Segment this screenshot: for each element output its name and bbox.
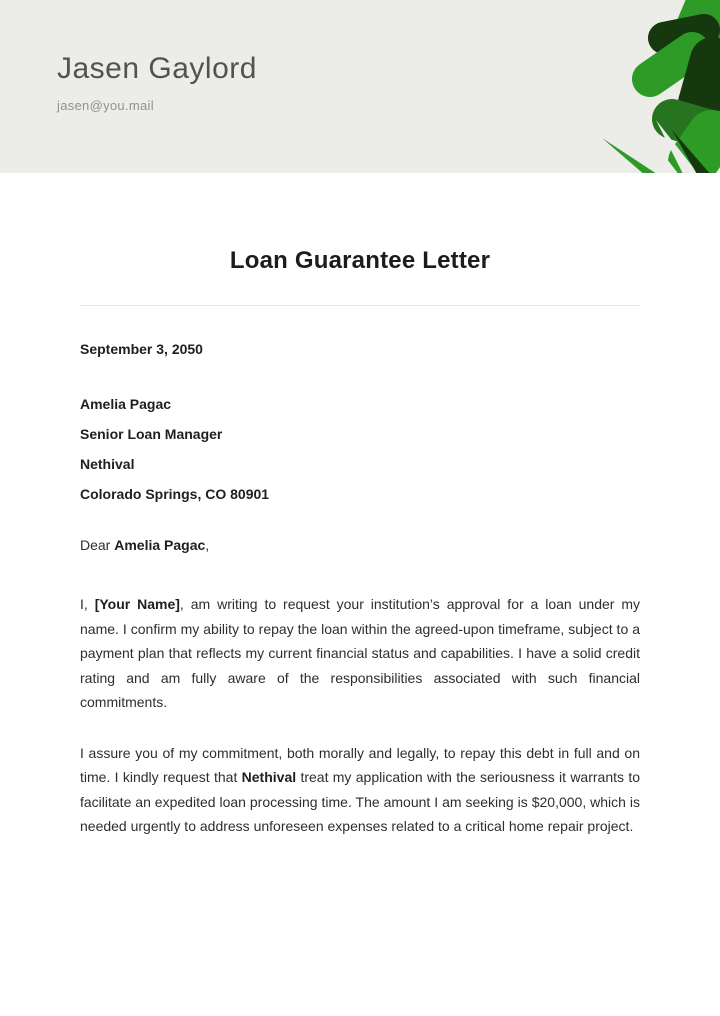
paragraph-1-prefix: I, — [80, 596, 95, 612]
salutation — [80, 537, 640, 553]
sender-name: Jasen Gaylord — [57, 52, 257, 85]
paragraph-1 — [80, 592, 640, 715]
sender-block — [0, 0, 720, 113]
letter-date: September 3, 2050 — [80, 341, 203, 357]
recipient-name: Amelia Pagac — [80, 396, 172, 412]
letter-body — [0, 247, 720, 839]
paragraph-2 — [80, 741, 640, 839]
recipient-city: Colorado Springs, CO 80901 — [80, 486, 270, 502]
title-divider — [80, 305, 640, 306]
paragraph-2-rest: treat my application with the seriousness it warrants to facilitate an expedited loan processing time. The amount I am seeking is $20,000, which is needed urgently to address unforeseen expenses related to a critical home repair project. — [80, 769, 640, 834]
recipient-address-block — [80, 396, 640, 502]
letter-title: Loan Guarantee Letter — [229, 247, 491, 274]
paragraph-2-bold: Nethival — [241, 769, 297, 785]
recipient-company: Nethival — [80, 456, 135, 472]
recipient-role: Senior Loan Manager — [80, 426, 223, 442]
paragraph-2-prefix: I assure you of my commitment, both morally and legally, to repay this debt in full and on time. I kindly request that — [80, 744, 640, 785]
paragraph-1-rest: , am writing to request your institution’s approval for a loan under my name. I confirm my ability to repay the loan within the agreed-upon timeframe, subject to a payment plan that reflects my current financial status and capabilities. I have a solid credit rating and am fully aware of the responsibilities associated with such financial commitments. — [80, 596, 641, 710]
page-header — [0, 0, 720, 173]
sender-email: jasen@you.mail — [57, 98, 154, 113]
salutation-prefix: Dear — [80, 537, 115, 553]
salutation-suffix: , — [205, 537, 210, 553]
paragraph-1-bold: [Your Name] — [94, 596, 180, 612]
salutation-name: Amelia Pagac — [114, 537, 206, 553]
